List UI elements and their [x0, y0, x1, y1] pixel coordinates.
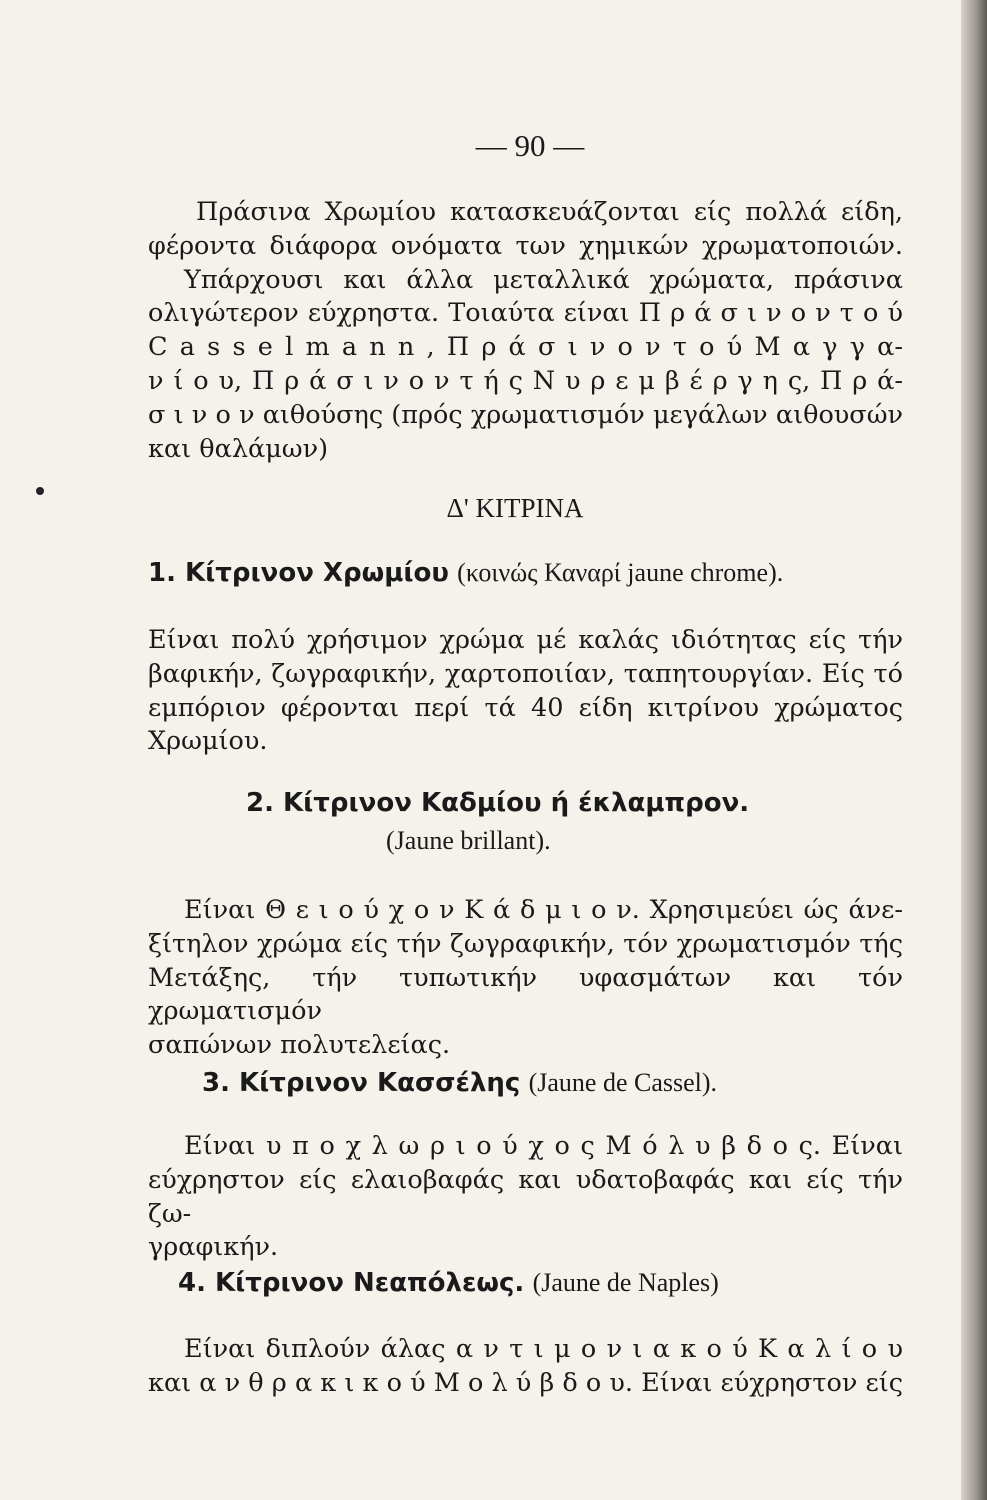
text-line: βαφικήν, ζωγραφικήν, χαρτοποιίαν, ταπητουργίαν. Είς τό [148, 658, 903, 689]
text-line: και θαλάμων) [148, 433, 329, 464]
intro-paragraph [148, 196, 903, 466]
text-line: εμπόριον φέρονται περί τά 40 είδη κιτρίνου χρώματος [148, 692, 903, 723]
text-line: Είναι διπλούν άλας α ν τ ι μ ο ν ι α κ ο ύ Κ α λ ί ο υ [184, 1334, 903, 1364]
item-2-paragraph [148, 894, 903, 1063]
item-3-title [202, 1068, 717, 1098]
item-2-subtitle: (Jaune brillant). [386, 826, 551, 855]
text-line: σαπώνων πολυτελείας. [148, 1030, 451, 1061]
item-4-title-rest: (Jaune de Naples) [532, 1268, 719, 1297]
page-number: — 90 — [475, 128, 585, 163]
section-heading: Δ' ΚΙΤΡΙΝΑ [446, 493, 584, 523]
text-line: Μετάξης, τήν τυπωτικήν υφασμάτων και τόν χρωματισμόν [148, 962, 903, 1027]
item-4-paragraph [148, 1333, 903, 1401]
item-4-title-bold: 4. Κίτρινον Νεαπόλεως. [178, 1268, 525, 1298]
text-line: Χρωμίου. [148, 726, 268, 757]
text-line: Είναι Θ ε ι ο ύ χ ο ν Κ ά δ μ ι ο ν. Χρησιμεύει ώς άνε- [184, 895, 903, 925]
text-line: Πράσινα Χρωμίου κατασκευάζονται είς πολλά είδη, [196, 197, 903, 227]
text-line: ν ί ο υ, Π ρ ά σ ι ν ο ν τ ή ς Ν υ ρ ε μ β έ ρ γ η ς, Π ρ ά- [148, 365, 903, 396]
text-line: και α ν θ ρ α κ ι κ ο ύ Μ ο λ ύ β δ ο υ. Είναι εύχρηστον είς [148, 1367, 903, 1398]
text-line: Υπάρχουσι και άλλα μεταλλικά χρώματα, πράσινα [184, 264, 903, 295]
item-2-title [246, 788, 749, 818]
page-edge-shadow [961, 0, 987, 1500]
text-line: Είναι υ π ο χ λ ω ρ ι ο ύ χ ο ς Μ ό λ υ β δ ο ς. Είναι [184, 1131, 903, 1161]
item-1-title-bold: 1. Κίτρινον Χρωμίου [148, 558, 449, 588]
text-line: γραφικήν. [148, 1232, 279, 1263]
item-3-title-bold: 3. Κίτρινον Κασσέλης [202, 1068, 521, 1098]
item-1-title [148, 558, 783, 588]
text-line: C a s s e l m a n n , Π ρ ά σ ι ν ο ν τ ο ύ Μ α γ γ α- [148, 332, 903, 363]
text-line: σ ι ν ο ν αιθούσης (πρός χρωματισμόν μεγάλων αιθουσών [148, 399, 903, 430]
text-line: ολιγώτερον εύχρηστα. Τοιαύτα είναι Π ρ ά σ ι ν ο ν τ ο ύ [148, 298, 903, 329]
item-1-title-rest: (κοινώς Καναρί jaune chrome). [457, 558, 784, 587]
text-line: εύχρηστον είς ελαιοβαφάς και υδατοβαφάς και είς τήν ζω- [148, 1164, 903, 1229]
text-line: φέροντα διάφορα ονόματα των χημικών χρωματοποιών. [148, 230, 903, 261]
item-4-title [178, 1268, 719, 1298]
text-line: Είναι πολύ χρήσιμον χρώμα μέ καλάς ιδιότητας είς τήν [148, 625, 903, 655]
item-2-title-bold: 2. Κίτρινον Καδμίου ή έκλαμπρον. [246, 788, 750, 818]
item-3-title-rest: (Jaune de Cassel). [528, 1068, 718, 1097]
item-1-paragraph [148, 624, 903, 759]
text-line: ξίτηλον χρώμα είς τήν ζωγραφικήν, τόν χρωματισμόν τής [148, 928, 903, 959]
item-3-paragraph [148, 1130, 903, 1265]
